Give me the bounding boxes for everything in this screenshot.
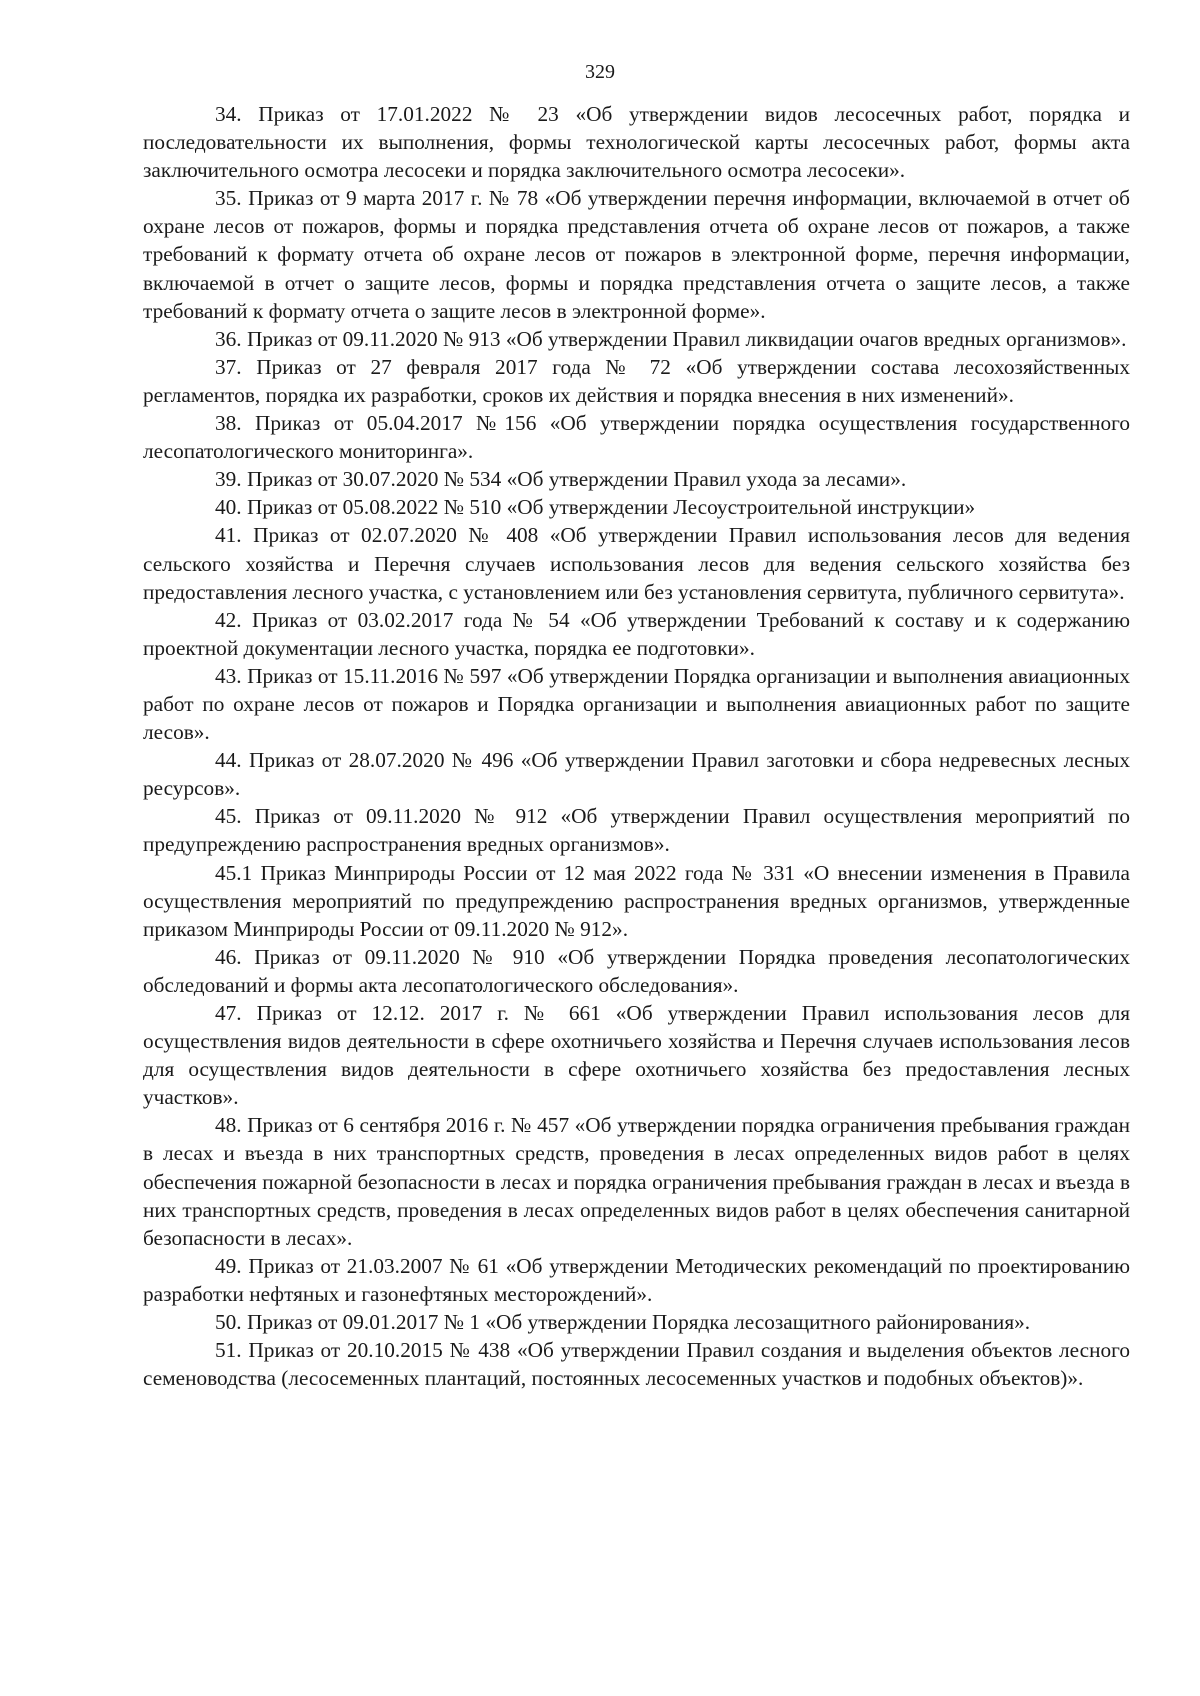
list-item: 44. Приказ от 28.07.2020 № 496 «Об утверждении Правил заготовки и сбора недревесных лесных ресурсов».: [143, 748, 1130, 801]
list-item: 37. Приказ от 27 февраля 2017 года № 72 «Об утверждении состава лесохозяйственных регламентов, порядка их разработки, сроков их действия и порядка внесения в них изменений».: [143, 354, 1130, 407]
document-body: [143, 100, 1130, 1392]
list-item: 41. Приказ от 02.07.2020 № 408 «Об утверждении Правил использования лесов для ведения сельского хозяйства и Перечня случаев использования лесов для ведения сельского хозяйства без предоставления лесного участка, с установлением или без установления сервитута, публичного сервитута».: [143, 523, 1130, 604]
list-item: 36. Приказ от 09.11.2020 № 913 «Об утверждении Правил ликвидации очагов вредных организмов».: [215, 326, 1127, 351]
list-item: 43. Приказ от 15.11.2016 № 597 «Об утверждении Порядка организации и выполнения авиационных работ по охране лесов от пожаров и Порядка организации и выполнения авиационных работ по защите лесов».: [143, 663, 1130, 745]
page-number: 329: [585, 61, 615, 83]
list-item: 35. Приказ от 9 марта 2017 г. № 78 «Об утверждении перечня информации, включаемой в отчет об охране лесов от пожаров, формы и порядка представления отчета об охране лесов от пожаров, а также требований к формату отчета об охране лесов от пожаров в электронной форме, перечня информации, включаемой в отчет о защите лесов, формы и порядка представления отчета о защите лесов, а также требований к формату отчета о защите лесов в электронной форме».: [143, 186, 1130, 323]
list-item: 45.1 Приказ Минприроды России от 12 мая 2022 года № 331 «О внесении изменения в Правила осуществления мероприятий по предупреждению распространения вредных организмов, утвержденные приказом Минприроды России от 09.11.2020 № 912».: [143, 860, 1130, 941]
list-item: 40. Приказ от 05.08.2022 № 510 «Об утверждении Лесоустроительной инструкции»: [215, 495, 976, 520]
list-item: 47. Приказ от 12.12. 2017 г. № 661 «Об утверждении Правил использования лесов для осуществления видов деятельности в сфере охотничьего хозяйства и Перечня случаев использования лесов для осуществления видов деятельности в сфере охотничьего хозяйства без предоставления лесных участков».: [143, 1001, 1130, 1110]
list-item: 48. Приказ от 6 сентября 2016 г. № 457 «Об утверждении порядка ограничения пребывания граждан в лесах и въезда в них транспортных средств, проведения в лесах определенных видов работ в целях обеспечения пожарной безопасности в лесах и порядка ограничения пребывания граждан в лесах и въезда в них транспортных средств, проведения в лесах определенных видов работ в целях обеспечения санитарной безопасности в лесах».: [143, 1113, 1130, 1250]
list-item: 38. Приказ от 05.04.2017 №156 «Об утверждении порядка осуществления государственного лесопатологического мониторинга».: [143, 411, 1130, 464]
list-item: 50. Приказ от 09.01.2017 № 1 «Об утверждении Порядка лесозащитного районирования».: [215, 1310, 1031, 1335]
list-item: 45. Приказ от 09.11.2020 № 912 «Об утверждении Правил осуществления мероприятий по предупреждению распространения вредных организмов».: [143, 804, 1130, 857]
list-item: 49. Приказ от 21.03.2007 № 61 «Об утверждении Методических рекомендаций по проектированию разработки нефтяных и газонефтяных месторождений».: [143, 1253, 1130, 1306]
list-item: 34. Приказ от 17.01.2022 № 23 «Об утверждении видов лесосечных работ, порядка и последовательности их выполнения, формы технологической карты лесосечных работ, формы акта заключительного осмотра лесосеки и порядка заключительного осмотра лесосеки».: [143, 102, 1130, 183]
list-item: 39. Приказ от 30.07.2020 № 534 «Об утверждении Правил ухода за лесами».: [215, 467, 907, 492]
list-item: 46. Приказ от 09.11.2020 № 910 «Об утверждении Порядка проведения лесопатологических обследований и формы акта лесопатологического обследования».: [143, 944, 1130, 997]
list-item: 42. Приказ от 03.02.2017 года № 54 «Об утверждении Требований к составу и к содержанию проектной документации лесного участка, порядка ее подготовки».: [143, 607, 1130, 660]
list-item: 51. Приказ от 20.10.2015 № 438 «Об утверждении Правил создания и выделения объектов лесного семеноводства (лесосеменных плантаций, постоянных лесосеменных участков и подобных объектов)».: [143, 1338, 1130, 1391]
